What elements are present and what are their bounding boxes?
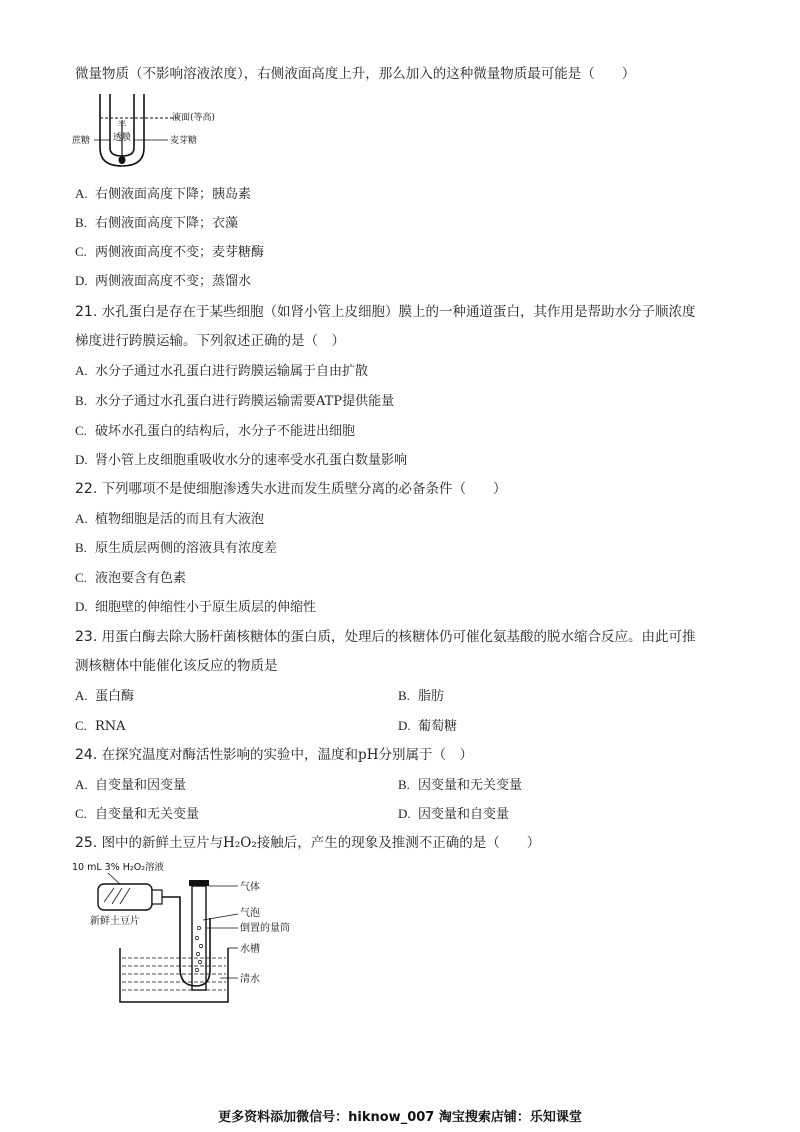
- label-maltose: 麦芽糖: [170, 136, 198, 146]
- q24-option-d[interactable]: D. 因变量和自变量: [398, 806, 510, 822]
- q22-number: 22.: [75, 481, 98, 497]
- label-clear-water: 清水: [240, 974, 260, 985]
- label-sucrose: 蔗糖: [72, 136, 91, 146]
- q22-stem: 22. 下列哪项不是使细胞渗透失水进而发生质壁分离的必备条件（ ）: [75, 481, 507, 497]
- catalase-apparatus-figure: [70, 858, 310, 1006]
- label-semi: 半: [117, 121, 127, 131]
- q24-option-b[interactable]: B. 因变量和无关变量: [398, 777, 523, 793]
- q21-option-c[interactable]: C. 破坏水孔蛋白的结构后，水分子不能进出细胞: [75, 423, 356, 439]
- q23-number: 23.: [75, 629, 98, 645]
- q20-option-d[interactable]: D. 两侧液面高度不变；蒸馏水: [75, 273, 252, 289]
- label-liquid-level: 液面(等高): [172, 113, 216, 123]
- label-inverted-cylinder: 倒置的量筒: [240, 923, 290, 934]
- q22-option-d[interactable]: D. 细胞壁的伸缩性小于原生质层的伸缩性: [75, 599, 317, 615]
- q23-option-d[interactable]: D. 葡萄糖: [398, 718, 458, 734]
- q23-option-b[interactable]: B. 脂肪: [398, 688, 445, 704]
- q24-option-c[interactable]: C. 自变量和无关变量: [75, 806, 200, 822]
- q20-option-c[interactable]: C. 两侧液面高度不变；麦芽糖酶: [75, 244, 265, 260]
- q23-stem-line1: 23. 用蛋白酶去除大肠杆菌核糖体的蛋白质，处理后的核糖体仍可催化氨基酸的脱水缩合反应。由此可推: [75, 629, 696, 645]
- label-membrane: 透膜: [112, 133, 132, 143]
- q24-option-a[interactable]: A. 自变量和因变量: [75, 777, 187, 793]
- q22-option-c[interactable]: C. 液泡要含有色素: [75, 570, 187, 586]
- q25-stem: 25. 图中的新鲜土豆片与H₂O₂接触后，产生的现象及推测不正确的是（ ）: [75, 835, 541, 851]
- q20-option-a[interactable]: A. 右侧液面高度下降；胰岛素: [75, 186, 252, 202]
- q23-option-c[interactable]: C. RNA: [75, 718, 126, 734]
- q21-stem-line1: 21. 水孔蛋白是存在于某些细胞（如肾小管上皮细胞）膜上的一种通道蛋白，其作用是帮助水分子顺浓度: [75, 304, 696, 320]
- label-h2o2-solution: 10 mL 3% H₂O₂溶液: [72, 862, 165, 873]
- q21-option-a[interactable]: A. 水分子通过水孔蛋白进行跨膜运输属于自由扩散: [75, 363, 369, 379]
- q24-stem: 24. 在探究温度对酶活性影响的实验中，温度和pH分别属于（ ）: [75, 747, 473, 763]
- q21-number: 21.: [75, 304, 98, 320]
- q21-stem-line2: 梯度进行跨膜运输。下列叙述正确的是（ ）: [75, 333, 345, 349]
- q21-option-d[interactable]: D. 肾小管上皮细胞重吸收水分的速率受水孔蛋白数量影响: [75, 452, 408, 468]
- q21-option-b[interactable]: B. 水分子通过水孔蛋白进行跨膜运输需要ATP提供能量: [75, 393, 395, 409]
- label-water-tank: 水槽: [240, 944, 260, 955]
- label-fresh-potato: 新鲜土豆片: [90, 916, 140, 927]
- q23-stem-line2: 测核糖体中能催化该反应的物质是: [75, 658, 278, 674]
- q22-option-b[interactable]: B. 原生质层两侧的溶液具有浓度差: [75, 540, 278, 556]
- q22-option-a[interactable]: A. 植物细胞是活的而且有大液泡: [75, 511, 265, 527]
- footer-watermark-text: 更多资料添加微信号：hiknow_007 淘宝搜索店铺：乐知课堂: [218, 1110, 582, 1125]
- q23-option-a[interactable]: A. 蛋白酶: [75, 688, 135, 704]
- u-tube-figure: [70, 90, 240, 170]
- q25-number: 25.: [75, 835, 98, 851]
- label-gas: 气体: [240, 882, 260, 893]
- label-bubble: 气泡: [240, 908, 260, 919]
- q20-option-b[interactable]: B. 右侧液面高度下降；衣藻: [75, 215, 239, 231]
- q24-number: 24.: [75, 747, 98, 763]
- q20-stem-tail: 微量物质（不影响溶液浓度），右侧液面高度上升，那么加入的这种微量物质最可能是（ ）: [75, 66, 636, 82]
